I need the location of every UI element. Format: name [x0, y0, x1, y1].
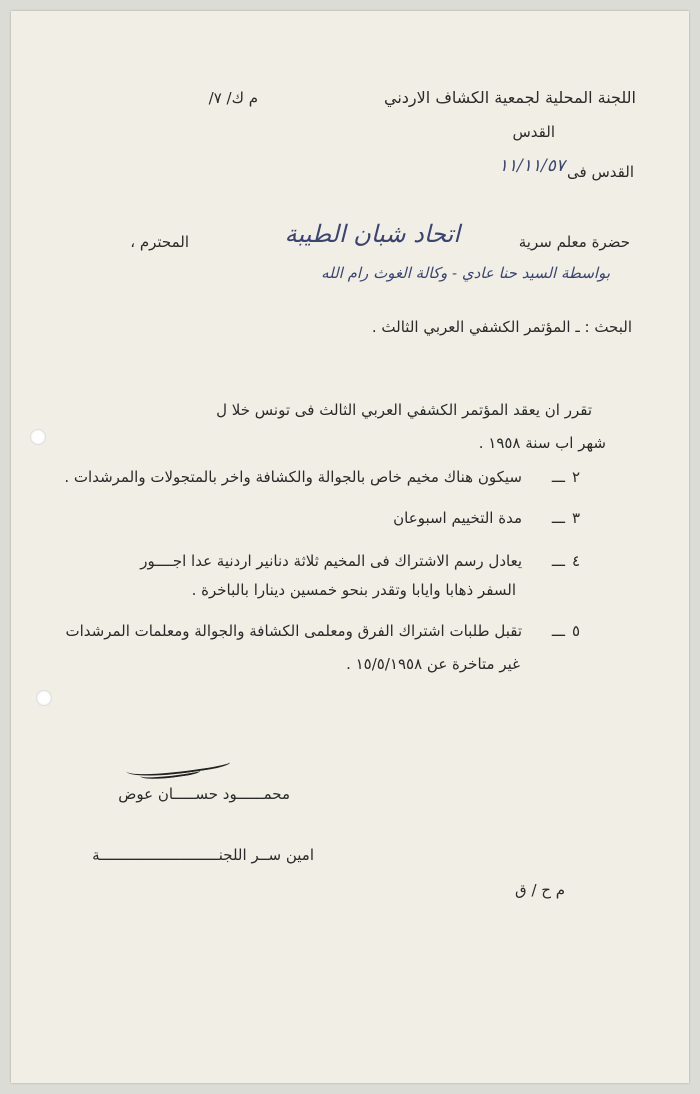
item-2-dash: ـــ: [551, 468, 565, 486]
recipient-name-handwritten: اتحاد شبان الطيبة: [284, 220, 460, 248]
signatory-name: محمــــــود حســـــان عوض: [118, 785, 290, 803]
item-5-line-2: غير متاخرة عن ١٥/٥/١٩٥٨ .: [346, 655, 520, 673]
punch-hole-bottom: [36, 690, 52, 706]
item-4-line-2: السفر ذهابا وايابا وتقدر بنحو خمسين دينارا بالباخرة .: [191, 581, 516, 599]
city-name: القدس: [512, 123, 555, 141]
item-2-number: ٢: [571, 468, 580, 486]
item-5-line-1: تقبل طلبات اشتراك الفرق ومعلمى الكشافة والجوالة ومعلمات المرشدات: [65, 622, 522, 640]
intro-line-1: تقرر ان يعقد المؤتمر الكشفي العربي الثالث فى تونس خلا ل: [216, 401, 592, 419]
item-4-dash: ـــ: [551, 552, 565, 570]
item-4-number: ٤: [571, 552, 580, 570]
org-name: اللجنة المحلية لجمعية الكشاف الاردني: [384, 88, 636, 107]
item-5-dash: ـــ: [551, 622, 565, 640]
salutation: حضرة معلم سرية: [518, 233, 630, 251]
intro-line-2: شهر اب سنة ١٩٥٨ .: [478, 434, 606, 452]
item-3-dash: ـــ: [551, 509, 565, 527]
signatory-title: امين ســر اللجنـــــــــــــــــــــــــــة: [92, 846, 314, 864]
reference-number: م ك/ ٧/: [208, 89, 258, 107]
item-3-number: ٣: [571, 509, 580, 527]
item-3-text: مدة التخييم اسبوعان: [393, 509, 522, 527]
subject-line: البحث : ـ المؤتمر الكشفي العربي الثالث .: [371, 318, 632, 336]
date-label: القدس فى: [567, 163, 634, 181]
typist-initials: م ح / ق: [515, 881, 565, 899]
item-2-text: سيكون هناك مخيم خاص بالجوالة والكشافة واخر بالمتجولات والمرشدات .: [64, 468, 522, 486]
punch-hole-top: [30, 429, 46, 445]
item-4-line-1: يعادل رسم الاشتراك فى المخيم ثلاثة دنانير اردنية عدا اجــــور: [140, 552, 522, 570]
item-5-number: ٥: [571, 622, 580, 640]
date-handwritten: ١١/١١/٥٧: [498, 156, 565, 176]
via-handwritten: بواسطة السيد حنا عادي - وكالة الغوث رام الله: [321, 264, 610, 282]
honorific: المحترم ،: [130, 233, 189, 251]
